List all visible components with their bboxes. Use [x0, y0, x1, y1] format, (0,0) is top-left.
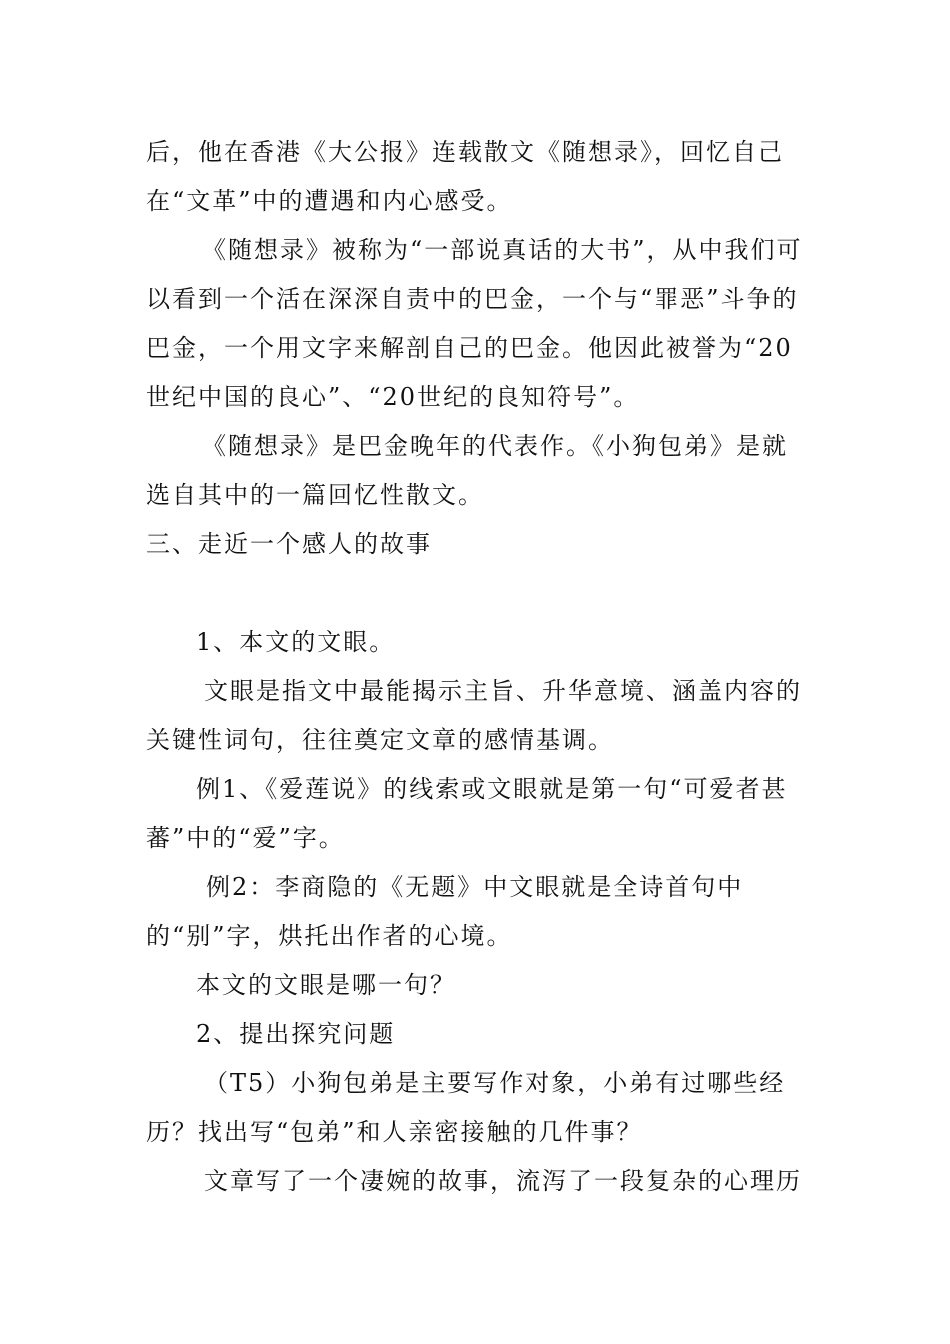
paragraph-representative-work: 《随想录》是巴金晚年的代表作。《小狗包弟》是就选自其中的一篇回忆性散文。	[146, 432, 788, 509]
paragraph-suixianglu-description: 《随想录》被称为“一部说真话的大书”，从中我们可以看到一个活在深深自责中的巴金，一个与“罪恶”斗争的巴金，一个用文字来解剖自己的巴金。他因此被誉为“20世纪中国的良心”、“20世纪的良知符号”。	[146, 236, 803, 411]
question-wenyan: 本文的文眼是哪一句？	[196, 971, 456, 999]
section-heading-3: 三、走近一个感人的故事	[146, 530, 432, 558]
item-1-heading: 1、本文的文眼。	[196, 628, 396, 656]
paragraph-example-2: 例2：李商隐的《无题》中文眼就是全诗首句中的“别”字，烘托出作者的心境。	[146, 873, 744, 950]
document-body	[146, 128, 806, 1206]
paragraph-t5-question: （T5）小狗包弟是主要写作对象，小弟有过哪些经历？找出写“包弟”和人亲密接触的几件事？	[146, 1069, 786, 1146]
blank-line	[146, 569, 806, 618]
paragraph-continuation: 后，他在香港《大公报》连载散文《随想录》，回忆自己在“文革”中的遭遇和内心感受。	[146, 138, 784, 215]
paragraph-story-summary: 文章写了一个凄婉的故事，流泻了一段复杂的心理历	[204, 1167, 802, 1195]
paragraph-wenyan-definition: 文眼是指文中最能揭示主旨、升华意境、涵盖内容的关键性词句，往往奠定文章的感情基调。	[146, 677, 802, 754]
item-2-heading: 2、提出探究问题	[196, 1020, 396, 1048]
paragraph-example-1: 例1、《爱莲说》的线索或文眼就是第一句“可爱者甚蕃”中的“爱”字。	[146, 775, 788, 852]
